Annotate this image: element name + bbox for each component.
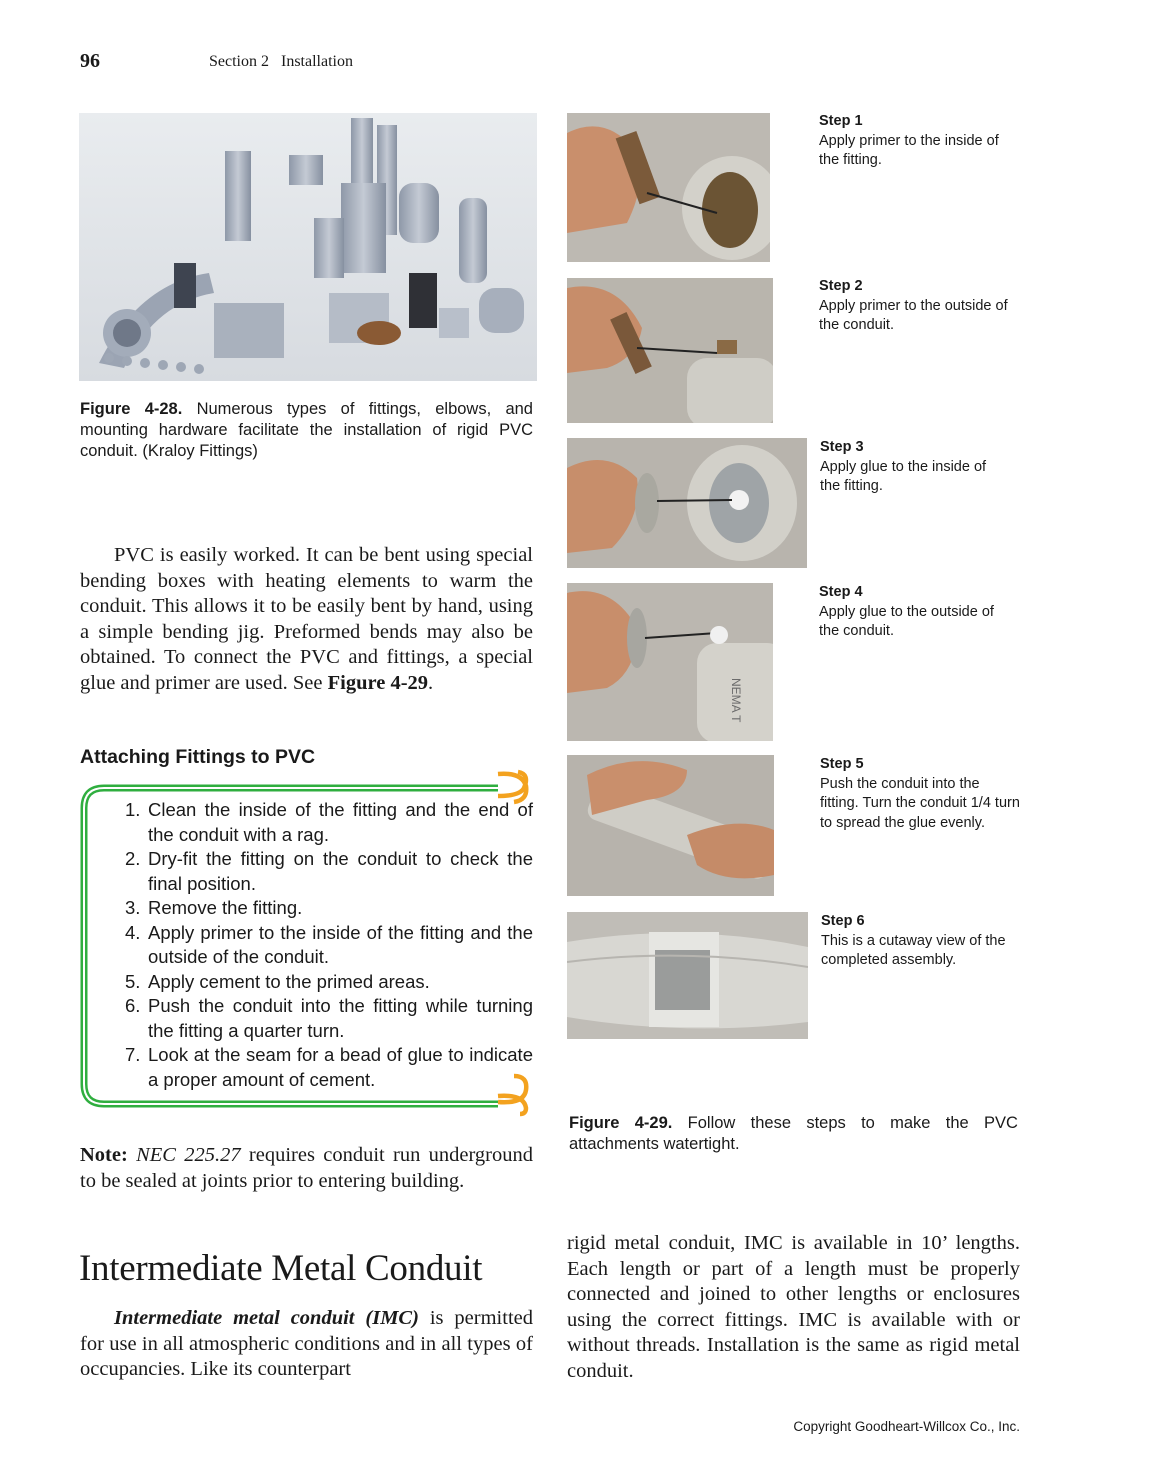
step-4-photo: [567, 583, 773, 741]
step-5-label: Step 5 Push the conduit into the fitting. Turn the conduit 1/4 turn to spread the glue evenly.: [820, 756, 1020, 831]
attaching-box-title: Attaching Fittings to PVC: [80, 746, 316, 768]
figure-4-28-text: Numerous types of fittings, elbows, and mounting hardware facilitate the installation of rigid PVC conduit. (Kraloy Fittings): [80, 400, 533, 460]
figure-4-29-reference: Figure 4-29: [327, 671, 429, 694]
note-paragraph: [80, 1143, 533, 1194]
step-1-photo: [567, 113, 770, 262]
step-2-photo: [567, 278, 773, 423]
note-text: requires conduit run underground to be sealed at joints prior to entering building.: [80, 1144, 533, 1192]
list-item: 7. Look at the seam for a bead of glue to indicate a proper amount of cement.: [125, 1044, 533, 1090]
figure-4-29-label: Figure 4-29.: [569, 1114, 673, 1132]
list-item: 4. Apply primer to the inside of the fitting and the outside of the conduit.: [125, 921, 533, 967]
section-label: Section 2 Installation: [209, 53, 353, 70]
step-3-photo: [567, 438, 807, 568]
nec-code: NEC 225.27: [136, 1144, 241, 1166]
note-label: Note:: [80, 1144, 128, 1166]
imc-term: Intermediate metal conduit (IMC): [114, 1307, 419, 1329]
pvc-paragraph-text: PVC is easily worked. It can be bent using special bending boxes with heating elements to warm the conduit. This allows it to be easily bent by hand, using a simple bending jig. Preformed bends may also be obtained. To connect the PVC and fittings, a special glue and primer are used. See: [80, 544, 533, 694]
list-item: 1. Clean the inside of the fitting and the end of the conduit with a rag.: [125, 799, 533, 845]
imc-text-left: is permitted for use in all atmospheric conditions and in all types of occupancies. Like its counterpart: [80, 1307, 533, 1381]
list-item: 3. Remove the fitting.: [125, 897, 303, 918]
figure-4-28-caption: [80, 399, 533, 462]
step-6-label: Step 6 This is a cutaway view of the completed assembly.: [821, 913, 1006, 968]
page-number: 96: [80, 50, 100, 72]
svg-text:NEMA T: NEMA T: [729, 678, 743, 723]
imc-paragraph-left: [80, 1306, 533, 1383]
figure-4-28-label: Figure 4-28.: [80, 400, 183, 418]
step-1-label: Step 1 Apply primer to the inside of the fitting.: [819, 113, 999, 168]
step-2-label: Step 2 Apply primer to the outside of the conduit.: [819, 278, 1008, 333]
step-4-label: Step 4 Apply glue to the outside of the conduit.: [819, 584, 994, 639]
step-3-label: Step 3 Apply glue to the inside of the fitting.: [820, 439, 987, 494]
imc-heading: Intermediate Metal Conduit: [79, 1248, 483, 1289]
pvc-paragraph-end: .: [428, 671, 434, 694]
figure-4-29-text: Follow these steps to make the PVC attachments watertight.: [569, 1114, 1018, 1153]
copyright: Copyright Goodheart-Willcox Co., Inc.: [793, 1419, 1020, 1434]
list-item: 6. Push the conduit into the fitting while turning the fitting a quarter turn.: [125, 995, 533, 1041]
step-5-photo: [567, 755, 774, 896]
attaching-steps-list: [120, 798, 533, 1092]
fittings-photo: [79, 113, 537, 381]
list-item: 5. Apply cement to the primed areas.: [125, 970, 430, 992]
list-item: 2. Dry-fit the fitting on the conduit to check the final position.: [125, 848, 533, 894]
pvc-paragraph: [80, 543, 533, 697]
figure-4-29-caption: [569, 1113, 1018, 1155]
imc-paragraph-right: rigid metal conduit, IMC is available in 10’ lengths. Each length or part of a length must be properly connected and joined to other lengths or enclosures using the correct fittings. IMC is available with or without threads. Installation is the same as rigid metal conduit.: [567, 1232, 1020, 1382]
step-6-photo: [567, 912, 808, 1039]
